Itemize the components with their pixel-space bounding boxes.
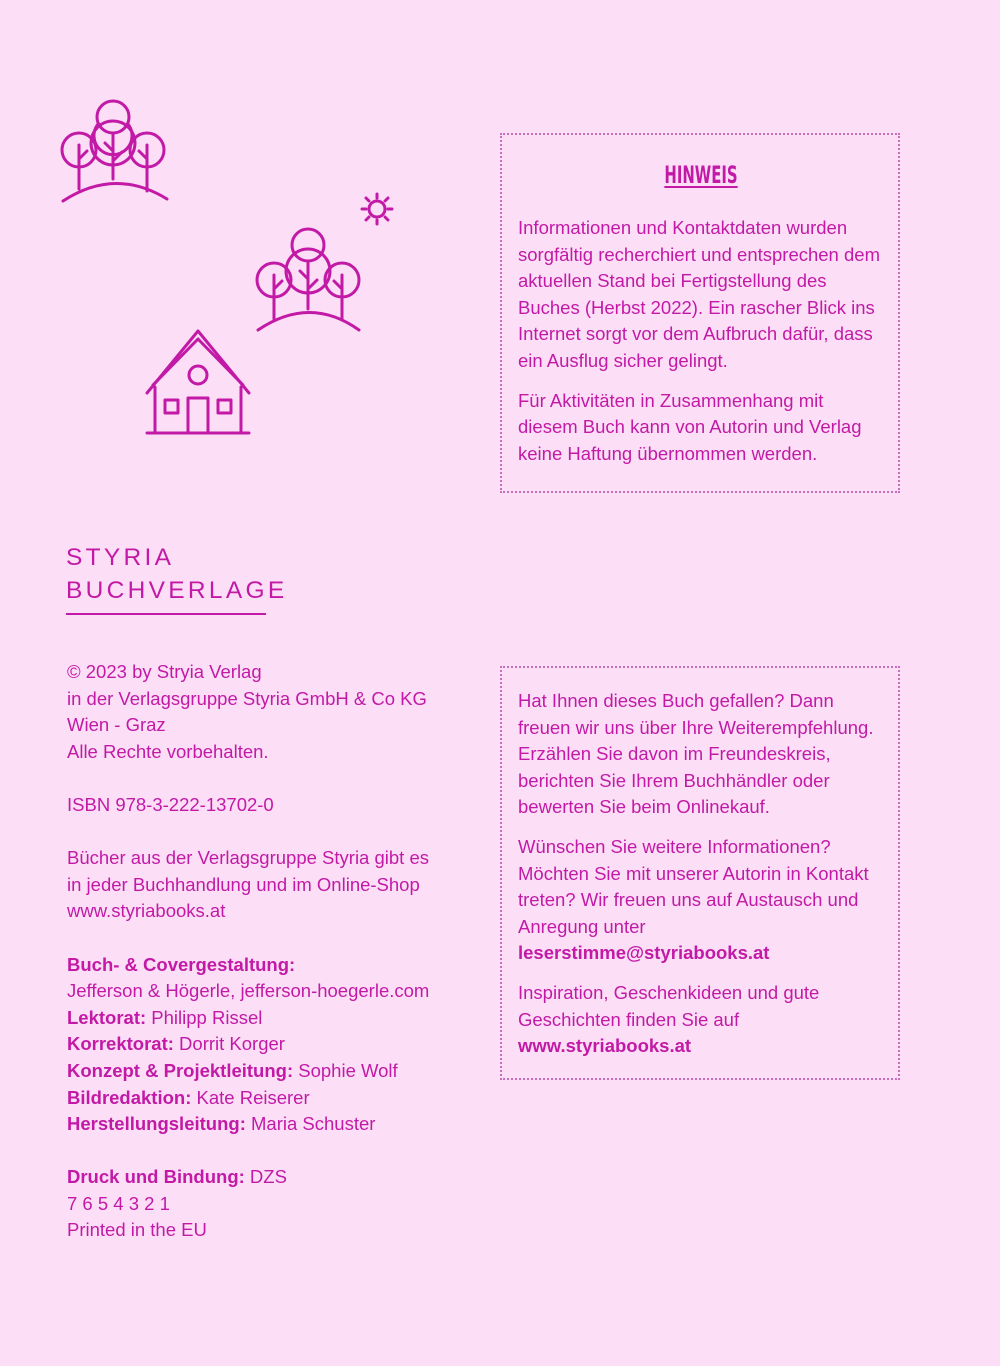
website-link[interactable]: www.styriabooks.at bbox=[518, 1035, 692, 1057]
design-label: Buch- & Covergestaltung: bbox=[67, 953, 296, 975]
landscape-illustration bbox=[55, 95, 405, 440]
copyright-line: © 2023 by Stryia Verlag bbox=[67, 661, 262, 682]
tree-group-icon bbox=[257, 229, 359, 330]
website-paragraph bbox=[518, 980, 884, 1060]
konzept-value: Sophie Wolf bbox=[293, 1059, 398, 1081]
shop-url: www.styriabooks.at bbox=[67, 900, 226, 922]
notice-title: HINWEIS bbox=[664, 161, 738, 189]
feedback-box bbox=[500, 666, 900, 1080]
notice-paragraph: Informationen und Kontaktdaten wurden sorgfältig recherchiert und entsprechen dem aktuellen Stand bei Fertigstellung des Buches (Herbst 2022). Ein rascher Blick ins Internet sorgt vor dem Aufbruch dafür, dass ein Ausflug sicher gelingt. bbox=[518, 217, 880, 371]
herstellung-line bbox=[67, 1111, 477, 1138]
bildredaktion-label: Bildredaktion: bbox=[67, 1086, 192, 1108]
design-value: Jefferson & Högerle, jefferson-hoegerle.com bbox=[67, 980, 430, 1002]
bildredaktion-value: Kate Reiserer bbox=[191, 1086, 310, 1108]
logo-line-2: BUCHVERLAGE bbox=[66, 577, 288, 604]
rights-line: Alle Rechte vorbehalten. bbox=[67, 740, 269, 762]
druck-line bbox=[67, 1164, 477, 1191]
publisher-group: in der Verlagsgruppe Styria GmbH & Co KG bbox=[67, 687, 427, 709]
tree-group-icon bbox=[62, 101, 167, 201]
publisher-logo bbox=[66, 541, 288, 615]
lektorat-line bbox=[67, 1005, 477, 1032]
isbn: ISBN 978-3-222-13702-0 bbox=[67, 793, 274, 815]
contact-email[interactable]: leserstimme@styriabooks.at bbox=[518, 942, 770, 964]
contact-text: Wünschen Sie weitere Informationen? Möchten Sie mit unserer Autorin in Kontakt treten? Wir freuen uns auf Austausch und Anregung unter bbox=[518, 835, 869, 937]
publisher-cities: Wien - Graz bbox=[67, 714, 166, 736]
sun-icon bbox=[362, 194, 392, 224]
liability-paragraph: Für Aktivitäten in Zusammenhang mit diesem Buch kann von Autorin und Verlag keine Haftung übernommen werden. bbox=[518, 389, 862, 464]
printed-in: Printed in the EU bbox=[67, 1219, 207, 1241]
logo-line-1: STYRIA bbox=[66, 544, 175, 571]
shop-line-1: Bücher aus der Verlagsgruppe Styria gibt es bbox=[67, 847, 429, 869]
website-text: Inspiration, Geschenkideen und gute Geschichten finden Sie auf bbox=[518, 981, 820, 1030]
korrektorat-value: Dorrit Korger bbox=[173, 1033, 285, 1055]
house-icon bbox=[147, 331, 249, 433]
shop-line-2: in jeder Buchhandlung und im Online-Shop bbox=[67, 873, 420, 895]
konzept-line bbox=[67, 1058, 477, 1085]
konzept-label: Konzept & Projektleitung: bbox=[67, 1059, 294, 1081]
notice-box bbox=[500, 133, 900, 493]
lektorat-value: Philipp Rissel bbox=[146, 1006, 263, 1028]
druck-value: DZS bbox=[244, 1166, 287, 1188]
bildredaktion-line bbox=[67, 1085, 477, 1112]
logo-underline bbox=[66, 613, 266, 615]
herstellung-value: Maria Schuster bbox=[245, 1113, 376, 1135]
druck-label: Druck und Bindung: bbox=[67, 1166, 245, 1188]
contact-paragraph bbox=[518, 834, 884, 967]
korrektorat-line bbox=[67, 1031, 477, 1058]
imprint-block bbox=[67, 659, 477, 1244]
korrektorat-label: Korrektorat: bbox=[67, 1033, 174, 1055]
feedback-paragraph: Hat Ihnen dieses Buch gefallen? Dann freuen wir uns über Ihre Weiterempfehlung. Erzählen Sie davon im Freundeskreis, berichten Sie Ihrem Buchhändler oder bewerten Sie beim Onlinekauf. bbox=[518, 690, 874, 818]
print-run: 7 6 5 4 3 2 1 bbox=[67, 1192, 170, 1214]
lektorat-label: Lektorat: bbox=[67, 1006, 147, 1028]
herstellung-label: Herstellungsleitung: bbox=[67, 1113, 246, 1135]
